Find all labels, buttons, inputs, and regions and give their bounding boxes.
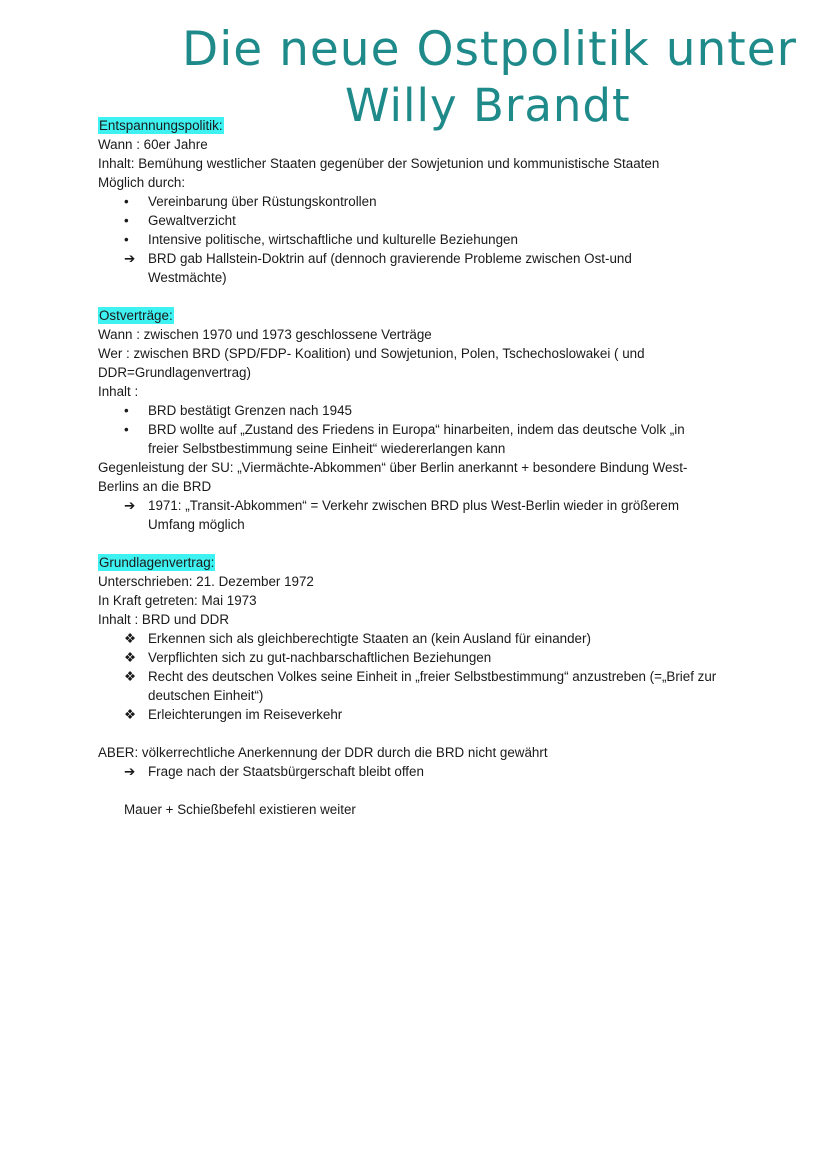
list-item: ❖ Erkennen sich als gleichberechtigte Staaten an (kein Ausland für einander) [124,631,591,646]
ostvertraege-inhalt: Inhalt : [98,384,139,399]
bullet-dot-icon: • [124,232,129,247]
grundlagen-aber: ABER: völkerrechtliche Anerkennung der DDR durch die BRD nicht gewährt [98,745,548,760]
list-item: • BRD wollte auf „Zustand des Friedens in Europa“ hinarbeiten, indem das deutsche Volk „in freier Selbstbestimmung seine Einheit“ wiedererlangen kann [124,422,685,456]
list-item: ❖ Verpflichten sich zu gut-nachbarschaftlichen Beziehungen [124,650,492,665]
ostvertraege-gegenleistung: Gegenleistung der SU: „Viermächte-Abkommen“ über Berlin anerkannt + besondere Bindung West-Berlins an die BRD [98,460,688,494]
arrow-item: ➔ Frage nach der Staatsbürgerschaft bleibt offen [124,764,424,779]
arrow-item: ➔ 1971: „Transit-Abkommen“ = Verkehr zwischen BRD plus West-Berlin wieder in größerem Umfang möglich [124,498,679,532]
diamond-bullet-icon: ❖ [124,669,137,684]
entspannung-inhalt: Inhalt: Bemühung westlicher Staaten gegenüber der Sowjetunion und kommunistische Staaten [98,156,660,171]
arrow-item: ➔ BRD gab Hallstein-Doktrin auf (dennoch gravierende Probleme zwischen Ost-und Westmächte) [124,251,632,285]
arrow-right-icon: ➔ [124,498,136,513]
list-item: • Intensive politische, wirtschaftliche und kulturelle Beziehungen [124,232,518,247]
diamond-bullet-icon: ❖ [124,650,137,665]
bullet-dot-icon: • [124,422,129,437]
section-heading-entspannung: Entspannungspolitik: [99,118,223,133]
ostvertraege-wann: Wann : zwischen 1970 und 1973 geschlossene Verträge [98,327,432,342]
list-item: ❖ Erleichterungen im Reiseverkehr [124,707,343,722]
grundlagen-kraft: In Kraft getreten: Mai 1973 [98,593,257,608]
list-item: • Gewaltverzicht [124,213,236,228]
arrow-right-icon: ➔ [124,764,136,779]
list-item: • BRD bestätigt Grenzen nach 1945 [124,403,352,418]
entspannung-wann: Wann : 60er Jahre [98,137,208,152]
list-item: • Vereinbarung über Rüstungskontrollen [124,194,377,209]
arrow-right-icon: ➔ [124,251,136,266]
bullet-dot-icon: • [124,194,129,209]
grundlagen-inhalt: Inhalt : BRD und DDR [98,612,229,627]
section-heading-grundlagen: Grundlagenvertrag: [99,555,215,570]
section-heading-ostvertraege: Ostverträge: [99,308,173,323]
page-title-line1: Die neue Ostpolitik unter [182,22,797,77]
page-title-line2: Willy Brandt [345,79,631,132]
bullet-dot-icon: • [124,403,129,418]
list-item: ❖ Recht des deutschen Volkes seine Einheit in „freier Selbstbestimmung“ anzustreben (=„Brief zur deutschen Einheit“) [124,669,717,703]
grundlagen-mauer: Mauer + Schießbefehl existieren weiter [124,802,356,817]
bullet-dot-icon: • [124,213,129,228]
document-body [98,116,738,819]
grundlagen-unterschrieben: Unterschrieben: 21. Dezember 1972 [98,574,314,589]
diamond-bullet-icon: ❖ [124,631,137,646]
diamond-bullet-icon: ❖ [124,707,137,722]
entspannung-moeglich: Möglich durch: [98,175,186,190]
ostvertraege-wer: Wer : zwischen BRD (SPD/FDP- Koalition) und Sowjetunion, Polen, Tschechoslowakei ( und DDR=Grundlagenvertrag) [98,346,645,380]
